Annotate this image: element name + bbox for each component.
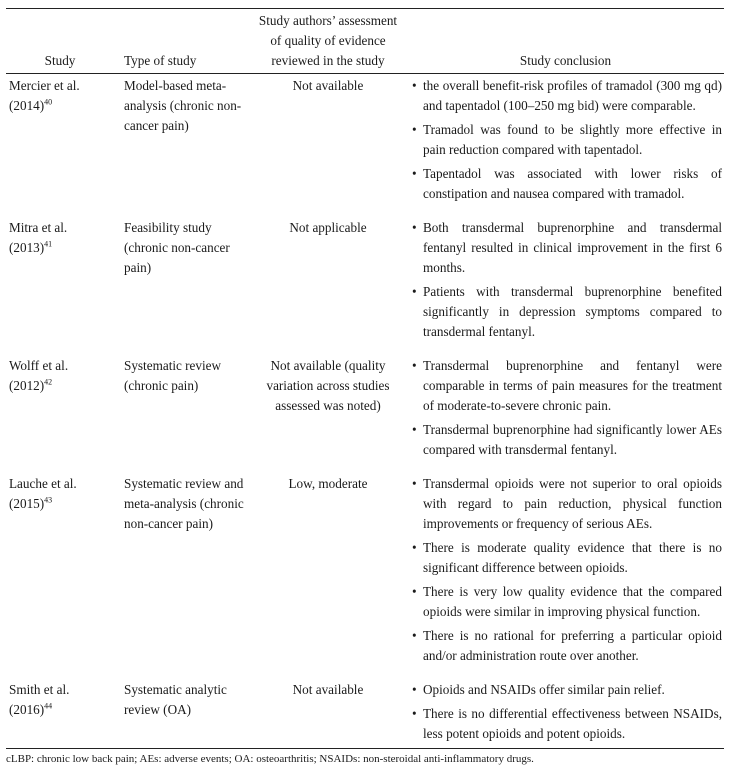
conclusion-list	[411, 76, 722, 204]
study-year-line	[9, 494, 110, 514]
quality-cell: Low, moderate	[288, 476, 368, 491]
study-year-line	[9, 376, 110, 396]
reference-number: 42	[44, 377, 53, 387]
study-year: (2014)	[9, 98, 45, 113]
conclusion-text: Tapentadol was associated with lower risks of constipation and nausea compared with tramadol.	[423, 166, 722, 201]
conclusion-text: There is moderate quality evidence that there is no significant difference between opioids.	[423, 540, 722, 575]
bullet-icon: •	[412, 476, 417, 491]
conclusion-list	[411, 474, 722, 666]
conclusion-text: There is no rational for preferring a particular opioid and/or administration route over another.	[423, 628, 722, 663]
study-year-line	[9, 238, 110, 258]
table-row	[6, 472, 724, 678]
bullet-icon: •	[412, 78, 417, 93]
conclusion-cell	[407, 472, 724, 678]
quality-cell: Not available	[292, 682, 364, 697]
conclusion-text: There is no differential effectiveness between NSAIDs, less potent opioids and potent opioids.	[423, 706, 722, 741]
reference-number: 41	[44, 239, 53, 249]
conclusion-item	[411, 120, 722, 160]
header-quality: Study authors’ assessment of quality of evidence reviewed in the study	[258, 13, 398, 68]
bullet-icon: •	[412, 166, 417, 181]
conclusion-item	[411, 218, 722, 278]
study-year-line	[9, 700, 110, 720]
conclusion-text: Opioids and NSAIDs offer similar pain relief.	[423, 682, 665, 697]
study-year: (2012)	[9, 378, 45, 393]
document-page	[6, 8, 724, 766]
header-study: Study	[44, 53, 76, 68]
study-type-cell: Model-based meta-analysis (chronic non-cancer pain)	[124, 78, 242, 133]
study-year: (2013)	[9, 240, 45, 255]
conclusion-list	[411, 218, 722, 342]
bullet-icon: •	[412, 422, 417, 437]
conclusion-text: Transdermal opioids were not superior to oral opioids with regard to pain reduction, physical function improvements or frequency of serious AEs.	[423, 476, 722, 531]
conclusion-text: Both transdermal buprenorphine and transdermal fentanyl resulted in clinical improvement in the first 6 months.	[423, 220, 722, 275]
bullet-icon: •	[412, 540, 417, 555]
study-author: Mercier et al.	[9, 78, 80, 93]
header-row	[6, 9, 724, 73]
conclusion-list	[411, 356, 722, 460]
header-type: Type of study	[124, 53, 197, 68]
study-cell	[6, 216, 114, 354]
study-cell	[6, 472, 114, 678]
conclusion-item	[411, 356, 722, 416]
conclusion-list	[411, 680, 722, 744]
conclusion-item	[411, 704, 722, 744]
conclusion-cell	[407, 74, 724, 216]
evidence-table	[6, 9, 724, 748]
study-year: (2016)	[9, 702, 45, 717]
study-author: Mitra et al.	[9, 220, 68, 235]
bullet-icon: •	[412, 584, 417, 599]
conclusion-text: Transdermal buprenorphine had significantly lower AEs compared with transdermal fentanyl.	[423, 422, 722, 457]
header-conclusion: Study conclusion	[519, 53, 612, 68]
table-row	[6, 678, 724, 748]
study-author: Lauche et al.	[9, 476, 77, 491]
study-cell	[6, 354, 114, 472]
study-year: (2015)	[9, 496, 45, 511]
conclusion-item	[411, 626, 722, 666]
bullet-icon: •	[412, 358, 417, 373]
reference-number: 40	[44, 97, 53, 107]
quality-cell: Not available (quality variation across studies assessed was noted)	[266, 358, 390, 413]
study-type-cell: Systematic review and meta-analysis (chronic non-cancer pain)	[124, 476, 244, 531]
conclusion-item	[411, 164, 722, 204]
bullet-icon: •	[412, 284, 417, 299]
study-cell	[6, 678, 114, 748]
conclusion-text: Transdermal buprenorphine and fentanyl were comparable in terms of pain measures for the treatment of moderate-to-severe chronic pain.	[423, 358, 722, 413]
conclusion-cell	[407, 216, 724, 354]
conclusion-text: Tramadol was found to be slightly more effective in pain reduction compared with tapentadol.	[423, 122, 722, 157]
conclusion-item	[411, 282, 722, 342]
study-type-cell: Feasibility study (chronic non-cancer pain)	[124, 220, 230, 275]
table-body	[6, 74, 724, 748]
study-author: Wolff et al.	[9, 358, 69, 373]
bullet-icon: •	[412, 220, 417, 235]
quality-cell: Not applicable	[289, 220, 367, 235]
quality-cell: Not available	[292, 78, 364, 93]
bullet-icon: •	[412, 628, 417, 643]
bullet-icon: •	[412, 706, 417, 721]
study-cell	[6, 74, 114, 216]
conclusion-item	[411, 538, 722, 578]
conclusion-cell	[407, 354, 724, 472]
bullet-icon: •	[412, 682, 417, 697]
table-row	[6, 216, 724, 354]
conclusion-text: the overall benefit-risk profiles of tramadol (300 mg qd) and tapentadol (100–250 mg bid) were comparable.	[423, 78, 722, 113]
study-type-cell: Systematic review (chronic pain)	[124, 358, 222, 393]
study-year-line	[9, 96, 110, 116]
conclusion-item	[411, 76, 722, 116]
reference-number: 44	[44, 701, 53, 711]
conclusion-cell	[407, 678, 724, 748]
conclusion-item	[411, 474, 722, 534]
conclusion-text: There is very low quality evidence that the compared opioids were similar in improving physical function.	[423, 584, 722, 619]
study-author: Smith et al.	[9, 682, 70, 697]
table-footnote: cLBP: chronic low back pain; AEs: adverse events; OA: osteoarthritis; NSAIDs: non-steroidal anti-inflammatory drugs.	[6, 753, 534, 765]
conclusion-item	[411, 582, 722, 622]
study-type-cell: Systematic analytic review (OA)	[124, 682, 227, 717]
conclusion-item	[411, 420, 722, 460]
reference-number: 43	[44, 495, 53, 505]
table-row	[6, 354, 724, 472]
conclusion-text: Patients with transdermal buprenorphine benefited significantly in depression symptoms compared to transdermal fentanyl.	[423, 284, 722, 339]
table-row	[6, 74, 724, 216]
conclusion-item	[411, 680, 722, 700]
bullet-icon: •	[412, 122, 417, 137]
